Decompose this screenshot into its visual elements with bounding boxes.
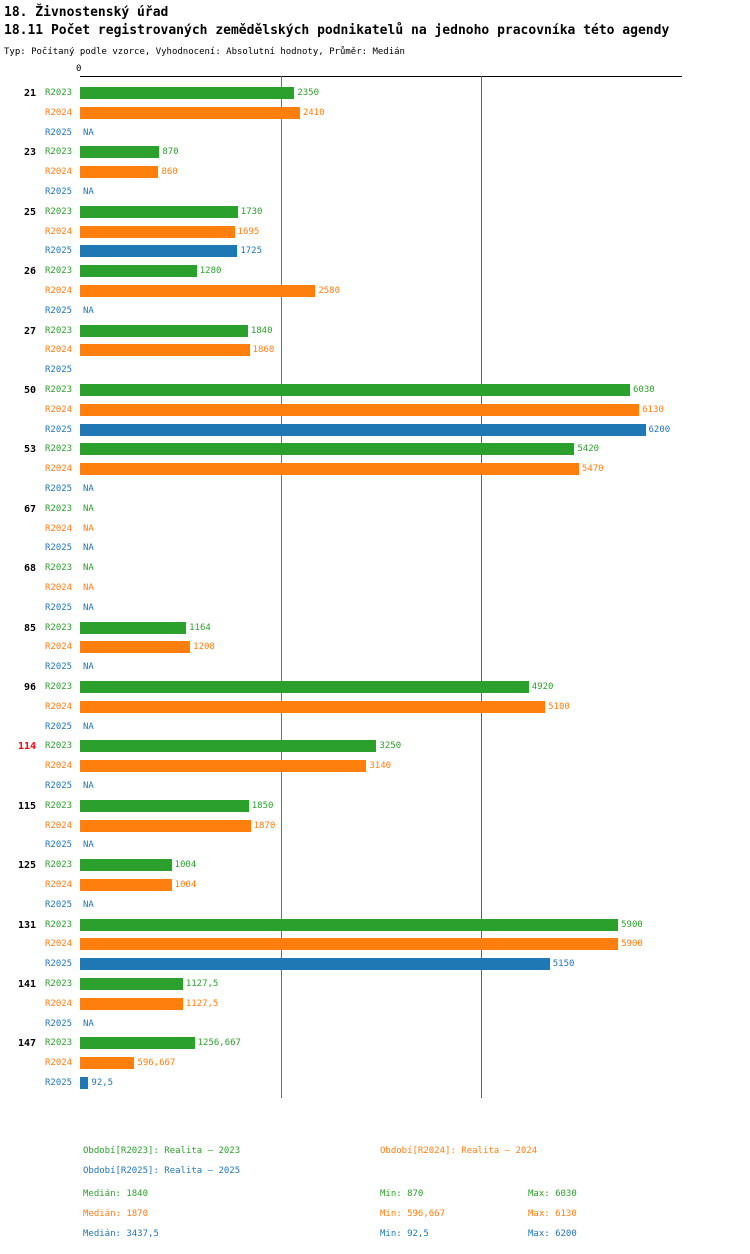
bar-row xyxy=(0,995,750,1013)
bar-row xyxy=(0,1074,750,1092)
group-label: 114 xyxy=(17,741,36,753)
bar-value-label: 1127,5 xyxy=(185,998,219,1009)
series-label: R2024 xyxy=(45,761,73,772)
bar[interactable] xyxy=(80,919,618,931)
na-label: NA xyxy=(83,305,94,316)
bar[interactable] xyxy=(80,344,250,356)
bar-group xyxy=(0,678,750,737)
legend-item[interactable]: Období[R2024]: Realita – 2024 xyxy=(380,1146,538,1156)
bar-row xyxy=(0,401,750,419)
bar-row xyxy=(0,341,750,359)
page-title: 18. Živnostenský úřad xyxy=(4,5,169,20)
bar-row xyxy=(0,500,750,518)
bar[interactable] xyxy=(80,245,237,257)
bar[interactable] xyxy=(80,978,183,990)
series-label: R2024 xyxy=(45,464,73,475)
group-label: 115 xyxy=(17,800,36,812)
stat-min: Min: 596,667 xyxy=(380,1209,446,1219)
bar-group xyxy=(0,737,750,796)
stat-max: Max: 6200 xyxy=(528,1229,577,1239)
axis-top-rule xyxy=(80,76,682,77)
bar-value-label: 3250 xyxy=(379,741,402,752)
bar-row xyxy=(0,302,750,320)
series-label: R2024 xyxy=(45,107,73,118)
series-label: R2023 xyxy=(45,860,73,871)
bar-row xyxy=(0,856,750,874)
na-label: NA xyxy=(83,1018,94,1029)
stat-row xyxy=(0,1229,750,1249)
bar-group xyxy=(0,559,750,618)
summary-stats xyxy=(0,1189,750,1249)
series-label: R2024 xyxy=(45,879,73,890)
group-label: 21 xyxy=(23,88,36,99)
legend xyxy=(0,1146,750,1186)
chart-subtitle: 18.11 Počet registrovaných zemědělských podnikatelů na jednoho pracovníka této agendy xyxy=(4,23,670,38)
legend-item[interactable]: Období[R2023]: Realita – 2023 xyxy=(83,1146,241,1156)
stat-min: Min: 870 xyxy=(380,1189,424,1199)
series-label: R2025 xyxy=(45,186,73,197)
bar-value-label: 5900 xyxy=(621,939,643,950)
bar[interactable] xyxy=(80,206,238,218)
series-label: R2023 xyxy=(45,682,73,692)
na-label: NA xyxy=(83,602,94,613)
bar-group xyxy=(0,856,750,915)
bar-row xyxy=(0,876,750,894)
series-label: R2023 xyxy=(45,563,73,574)
bar[interactable] xyxy=(80,859,172,871)
stat-row xyxy=(0,1189,750,1209)
bar[interactable] xyxy=(80,800,249,812)
group-label: 23 xyxy=(23,147,36,159)
bar-group xyxy=(0,203,750,262)
legend-row xyxy=(0,1166,750,1186)
bar-value-label: 6030 xyxy=(633,385,655,395)
bar-row xyxy=(0,619,750,637)
series-label: R2023 xyxy=(45,444,73,455)
series-label: R2025 xyxy=(45,780,73,791)
bar-row xyxy=(0,381,750,399)
bar-group xyxy=(0,440,750,499)
chart-type-line: Typ: Počítaný podle vzorce, Vyhodnocení: Absolutní hodnoty, Průměr: Medián xyxy=(4,47,405,57)
bar[interactable] xyxy=(80,463,579,475)
bar-value-label: 5150 xyxy=(552,959,575,970)
x-axis-zero-label: 0 xyxy=(76,64,82,74)
series-label: R2024 xyxy=(45,285,73,296)
group-label: 85 xyxy=(23,622,36,634)
bar[interactable] xyxy=(80,681,529,693)
bar-value-label: 870 xyxy=(162,147,179,158)
group-label: 26 xyxy=(23,266,36,278)
bar-row xyxy=(0,836,750,854)
bar-row xyxy=(0,737,750,755)
series-label: R2025 xyxy=(45,602,73,613)
stat-median: Medián: 1840 xyxy=(83,1189,149,1199)
bar-row xyxy=(0,440,750,458)
bar-value-label: 92,5 xyxy=(91,1077,114,1088)
series-label: R2024 xyxy=(45,167,73,178)
group-label: 27 xyxy=(23,325,36,337)
bar-group xyxy=(0,262,750,321)
series-label: R2024 xyxy=(45,582,73,593)
bar-row xyxy=(0,757,750,775)
bar[interactable] xyxy=(80,404,639,416)
bar-row xyxy=(0,460,750,478)
bar[interactable] xyxy=(80,1077,88,1089)
bar-value-label: 596,667 xyxy=(137,1058,176,1069)
series-label: R2024 xyxy=(45,701,73,712)
na-label: NA xyxy=(83,662,94,673)
bar-group xyxy=(0,975,750,1034)
bar[interactable] xyxy=(80,443,574,455)
series-label: R2025 xyxy=(45,365,73,376)
series-label: R2025 xyxy=(45,662,73,673)
stat-median: Medián: 1870 xyxy=(83,1209,149,1219)
na-label: NA xyxy=(83,563,94,574)
group-label: 68 xyxy=(23,563,36,575)
bar-value-label: 5100 xyxy=(548,701,570,712)
bar[interactable] xyxy=(80,958,550,970)
series-label: R2025 xyxy=(45,127,73,138)
group-label: 96 xyxy=(23,682,36,693)
bar-value-label: 1208 xyxy=(193,642,215,653)
bar-group xyxy=(0,1034,750,1093)
bar[interactable] xyxy=(80,740,376,752)
bar-value-label: 3140 xyxy=(369,761,392,772)
bar-row xyxy=(0,797,750,815)
plot-area xyxy=(0,64,750,1099)
bar-group xyxy=(0,916,750,975)
series-label: R2025 xyxy=(45,1018,73,1029)
bar-row xyxy=(0,935,750,953)
bar-row xyxy=(0,896,750,914)
bar-row xyxy=(0,84,750,102)
na-label: NA xyxy=(83,721,94,732)
series-label: R2025 xyxy=(45,305,73,316)
na-label: NA xyxy=(83,840,94,851)
bar-row xyxy=(0,955,750,973)
bar[interactable] xyxy=(80,87,294,99)
bar-value-label: 4920 xyxy=(531,682,554,692)
bar-group xyxy=(0,84,750,143)
series-label: R2024 xyxy=(45,226,73,237)
bar-value-label: 1730 xyxy=(240,206,263,217)
series-label: R2023 xyxy=(45,1038,73,1049)
series-label: R2023 xyxy=(45,88,73,98)
na-label: NA xyxy=(83,582,94,593)
na-label: NA xyxy=(83,483,94,494)
bar-row xyxy=(0,916,750,934)
bar-row xyxy=(0,539,750,557)
group-label: 25 xyxy=(23,206,36,218)
bar-group xyxy=(0,619,750,678)
bar-value-label: 1695 xyxy=(237,226,260,237)
legend-item[interactable]: Období[R2025]: Realita – 2025 xyxy=(83,1166,241,1176)
bar-value-label: 1280 xyxy=(199,266,222,277)
bar-value-label: 2350 xyxy=(297,88,320,98)
group-label: 131 xyxy=(17,919,36,931)
bar-row xyxy=(0,183,750,201)
bar-value-label: 1850 xyxy=(251,800,274,811)
chart-header xyxy=(0,0,750,58)
bar[interactable] xyxy=(80,701,545,713)
bar-row xyxy=(0,975,750,993)
bar[interactable] xyxy=(80,760,366,772)
bar-value-label: 6200 xyxy=(648,424,671,435)
series-label: R2023 xyxy=(45,206,73,217)
bar[interactable] xyxy=(80,384,630,396)
na-label: NA xyxy=(83,780,94,791)
series-label: R2024 xyxy=(45,1058,73,1069)
bar[interactable] xyxy=(80,1057,134,1069)
na-label: NA xyxy=(83,186,94,197)
bar[interactable] xyxy=(80,938,618,950)
series-label: R2023 xyxy=(45,325,73,336)
na-label: NA xyxy=(83,503,94,514)
bar-row xyxy=(0,1015,750,1033)
series-label: R2025 xyxy=(45,543,73,554)
bar-row xyxy=(0,599,750,617)
series-label: R2023 xyxy=(45,800,73,811)
bar-row xyxy=(0,559,750,577)
na-label: NA xyxy=(83,543,94,554)
bar-group xyxy=(0,381,750,440)
bar[interactable] xyxy=(80,285,315,297)
series-label: R2024 xyxy=(45,820,73,831)
group-label: 50 xyxy=(23,385,36,396)
bar-row xyxy=(0,282,750,300)
bar-row xyxy=(0,104,750,122)
bar-row xyxy=(0,124,750,142)
bar-row xyxy=(0,480,750,498)
bar-row xyxy=(0,361,750,379)
bar-row xyxy=(0,421,750,439)
bar-row xyxy=(0,579,750,597)
bar-row xyxy=(0,163,750,181)
bar-value-label: 2410 xyxy=(302,107,325,118)
series-label: R2024 xyxy=(45,523,73,534)
bar[interactable] xyxy=(80,146,159,158)
na-label: NA xyxy=(83,523,94,534)
bar-row xyxy=(0,242,750,260)
bar-row xyxy=(0,223,750,241)
bar-row xyxy=(0,520,750,538)
series-label: R2023 xyxy=(45,979,73,989)
bar-value-label: 1870 xyxy=(253,820,276,831)
group-label: 67 xyxy=(23,503,36,515)
bar-row xyxy=(0,817,750,835)
na-label: NA xyxy=(83,127,94,138)
stat-max: Max: 6030 xyxy=(528,1189,577,1199)
bar-value-label: 5470 xyxy=(581,464,604,475)
bar-row xyxy=(0,1054,750,1072)
bar[interactable] xyxy=(80,265,197,277)
bar-row xyxy=(0,777,750,795)
series-label: R2024 xyxy=(45,939,73,950)
bar-value-label: 860 xyxy=(161,167,178,178)
bar-row xyxy=(0,658,750,676)
bar-row xyxy=(0,203,750,221)
group-label: 147 xyxy=(17,1038,36,1050)
bar-value-label: 1127,5 xyxy=(185,979,219,989)
series-label: R2024 xyxy=(45,404,73,415)
series-label: R2023 xyxy=(45,741,73,752)
bar[interactable] xyxy=(80,424,646,436)
bar-value-label: 2580 xyxy=(318,285,340,296)
bar-value-label: 1840 xyxy=(250,325,273,336)
series-label: R2025 xyxy=(45,721,73,732)
bar-row xyxy=(0,678,750,696)
legend-row xyxy=(0,1146,750,1166)
bar[interactable] xyxy=(80,1037,195,1049)
series-label: R2024 xyxy=(45,345,73,356)
bar-row xyxy=(0,322,750,340)
series-label: R2025 xyxy=(45,424,73,435)
series-label: R2025 xyxy=(45,246,73,257)
bar-value-label: 1860 xyxy=(252,345,275,356)
bar[interactable] xyxy=(80,641,190,653)
bar[interactable] xyxy=(80,325,248,337)
group-label: 141 xyxy=(17,979,36,990)
bar-row xyxy=(0,262,750,280)
bars-container xyxy=(0,76,750,1098)
bar-group xyxy=(0,322,750,381)
series-label: R2024 xyxy=(45,642,73,653)
bar-group xyxy=(0,500,750,559)
series-label: R2025 xyxy=(45,483,73,494)
series-label: R2025 xyxy=(45,1077,73,1088)
bar[interactable] xyxy=(80,998,183,1010)
bar-row xyxy=(0,638,750,656)
series-label: R2025 xyxy=(45,899,73,910)
na-label: NA xyxy=(83,899,94,910)
bar-group xyxy=(0,797,750,856)
series-label: R2025 xyxy=(45,959,73,970)
bar-value-label: 6130 xyxy=(642,404,664,415)
stat-min: Min: 92,5 xyxy=(380,1229,429,1239)
series-label: R2023 xyxy=(45,919,73,930)
series-label: R2024 xyxy=(45,998,73,1009)
bar-row xyxy=(0,143,750,161)
bar-value-label: 1004 xyxy=(174,879,197,890)
bar[interactable] xyxy=(80,879,172,891)
bar-value-label: 1004 xyxy=(174,860,197,871)
bar-row xyxy=(0,718,750,736)
bar-value-label: 1725 xyxy=(240,246,263,257)
bar-group xyxy=(0,143,750,202)
bar-value-label: 5420 xyxy=(577,444,600,455)
stat-median: Medián: 3437,5 xyxy=(83,1229,159,1239)
bar-value-label: 1256,667 xyxy=(197,1038,241,1049)
bar[interactable] xyxy=(80,622,186,634)
bar[interactable] xyxy=(80,166,158,178)
series-label: R2023 xyxy=(45,503,73,514)
series-label: R2023 xyxy=(45,622,73,633)
series-label: R2023 xyxy=(45,385,73,395)
stat-row xyxy=(0,1209,750,1229)
series-label: R2023 xyxy=(45,266,73,277)
bar-value-label: 5900 xyxy=(621,919,643,930)
series-label: R2023 xyxy=(45,147,73,158)
bar-row xyxy=(0,1034,750,1052)
bar[interactable] xyxy=(80,226,235,238)
group-label: 125 xyxy=(17,860,36,872)
bar-value-label: 1164 xyxy=(189,622,211,633)
bar[interactable] xyxy=(80,820,251,832)
series-label: R2025 xyxy=(45,840,73,851)
group-label: 53 xyxy=(23,444,36,456)
stat-max: Max: 6130 xyxy=(528,1209,577,1219)
bar-row xyxy=(0,698,750,716)
bar[interactable] xyxy=(80,107,300,119)
